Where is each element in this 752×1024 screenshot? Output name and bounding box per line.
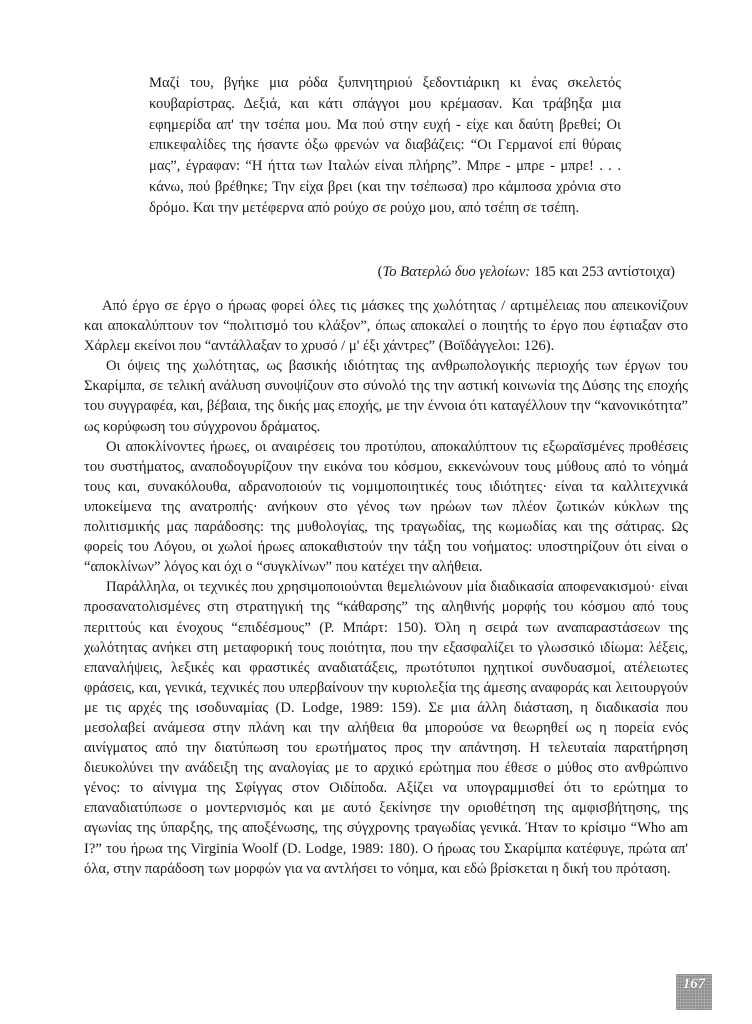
citation-pages: 185 και 253 αντίστοιχα) [530,264,675,280]
paragraph: Από έργο σε έργο ο ήρωας φορεί όλες τις μάσκες της χωλότητας / αρτιμέλειας που απεικονίζουν και αποκαλύπτουν τον “πολιτισμό του κλάξον”, όπως αποκαλεί ο ποιητής το έργο που έφτιαξαν στο Χάρλεμ εκείνοι που “αντάλλαξαν το χρυσό / μ' έξι χάντρες” (Βοϊδάγγελοι: 126). [84,298,688,355]
paragraph: Οι αποκλίνοντες ήρωες, οι αναιρέσεις του προτύπου, αποκαλύπτουν τις εξωραϊσμένες προθέσεις του συστήματος, αναποδογυρίζουν την εικόνα του κόσμου, εκκενώνουν τους μύθους από το νόημά τους και, συνακόλουθα, αδρανοποιούν τις νομιμοποιητικές τους ιδιότητες· είναι τα καλλιτεχνικά υποκείμενα της ανατροπής· ανήκουν στο γένος των ηρώων των πλέον ζωτικών κύκλων της πολιτισμικής μας παράδοσης: της μυθολογίας, της τραγωδίας, της κωμωδίας και της σάτιρας. Ως φορείς του Λόγου, οι χωλοί ήρωες αποκαθιστούν την τάξη του νοήματος: υποστηρίζουν ότι είναι ο “αποκλίνων” λόγος και όχι ο “συγκλίνων” που κατέχει την αλήθεια. [84,438,688,576]
block-quote [149,73,621,219]
citation-title: Το Βατερλώ δυο γελοίων: [382,264,531,280]
quote-text: Μαζί του, βγήκε μια ρόδα ξυπνητηριού ξεδοντιάρικη κι ένας σκελετός κουβαρίστρας. Δεξιά, και κάτι σπάγγοι μου κρέμασαν. Και τράβηξα μια εφημερίδα απ' την τσέπα μου. Μα πού στην ευχή - είχε και δαύτη βρεθεί; Οι επικεφαλίδες της ήσαντε όξω φρενών να διαβάζεις: “Οι Γερμανοί επί θύραις μας”, έγραφαν: “Η ήττα των Ιταλών είναι πλήρης”. Μπρε - μπρε - μπρε! . . . κάνω, πού βρέθηκε; Την είχα βρει (και την τσέπωσα) προ κάμποσα χρόνια στο δρόμο. Και την μετέφερνα από ρούχο σε ρούχο μου, από τσέπη σε τσέπη. [149,75,621,216]
page-number: 167 [676,974,712,1010]
quote-citation [378,262,675,282]
paragraph: Οι όψεις της χωλότητας, ως βασικής ιδιότητας της ανθρωπολογικής περιοχής των έργων του Σκαρίμπα, σε τελική ανάλυση συνοψίζουν στο σύνολό της την αστική κοινωνία της Δύσης της εποχής του συγγραφέα, και, βέβαια, της δικής μας εποχής, με την έννοια ότι καταγέλλουν την “κανονικότητα” ως κορύφωση του σύγχρονου δράματος. [84,358,688,435]
citation-open: ( [377,264,383,280]
body-text [84,296,688,879]
paragraph: Παράλληλα, οι τεχνικές που χρησιμοποιούνται θεμελιώνουν μία διαδικασία αποφενακισμού· είναι προσανατολισμένες στη στρατηγική της “κάθαρσης” της αληθινής μορφής του κόσμου από τους περιττούς και ένοχους “επιδέσμους” (Ρ. Μπάρτ: 150). Όλη η σειρά των αναπαραστάσεων της χωλότητας ανήκει στη μεταφορική τους ποιότητα, που την εξασφαλίζει το γλωσσικό ιδίωμα: λέξεις, επαναλήψεις, λεξικές και φραστικές αναδιατάξεις, πρωτότυποι ηχητικοί συνδυασμοί, ατέλειωτες φράσεις, και, γενικά, τεχνικές που υπερβαίνουν την κυριολεξία της άμεσης αναφοράς και λειτουργούν με τις αρχές της ισοδυναμίας (D. Lodge, 1989: 159). Σε μια άλλη διάσταση, η διαδικασία που μεσολαβεί ανάμεσα στην πλάνη και την αλήθεια θα μπορούσε να θεωρηθεί ως η πορεία ενός αινίγματος από την διατύπωση του ερωτήματος προς την απάντηση. Η τελευταία παρατήρηση διευκολύνει την ανάδειξη της αναλογίας με το αρχικό ερώτημα που έθεσε ο μύθος στο ανθρώπινο γένος: το αίνιγμα της Σφίγγας στον Οιδίποδα. Αξίζει να υπογραμμισθεί ότι το ερώτημα το επαναδιατύπωσε ο μοντερνισμός και με αυτό ξεκίνησε την οριοθέτηση της αμφισβήτησης, της αγωνίας της ύπαρξης, της αποξένωσης, της σύγχρονης τραγωδίας γενικά. Ήταν το κρίσιμο “Who am I?” του ήρωα της Virginia Woolf (D. Lodge, 1989: 180). Ο ήρωας του Σκαρίμπα κατέφυγε, πρώτα απ' όλα, στην παράδοση των μορφών για να αντλήσει το νόημα, και εδώ βρίσκεται η δική του πρόταση. [84,579,688,877]
